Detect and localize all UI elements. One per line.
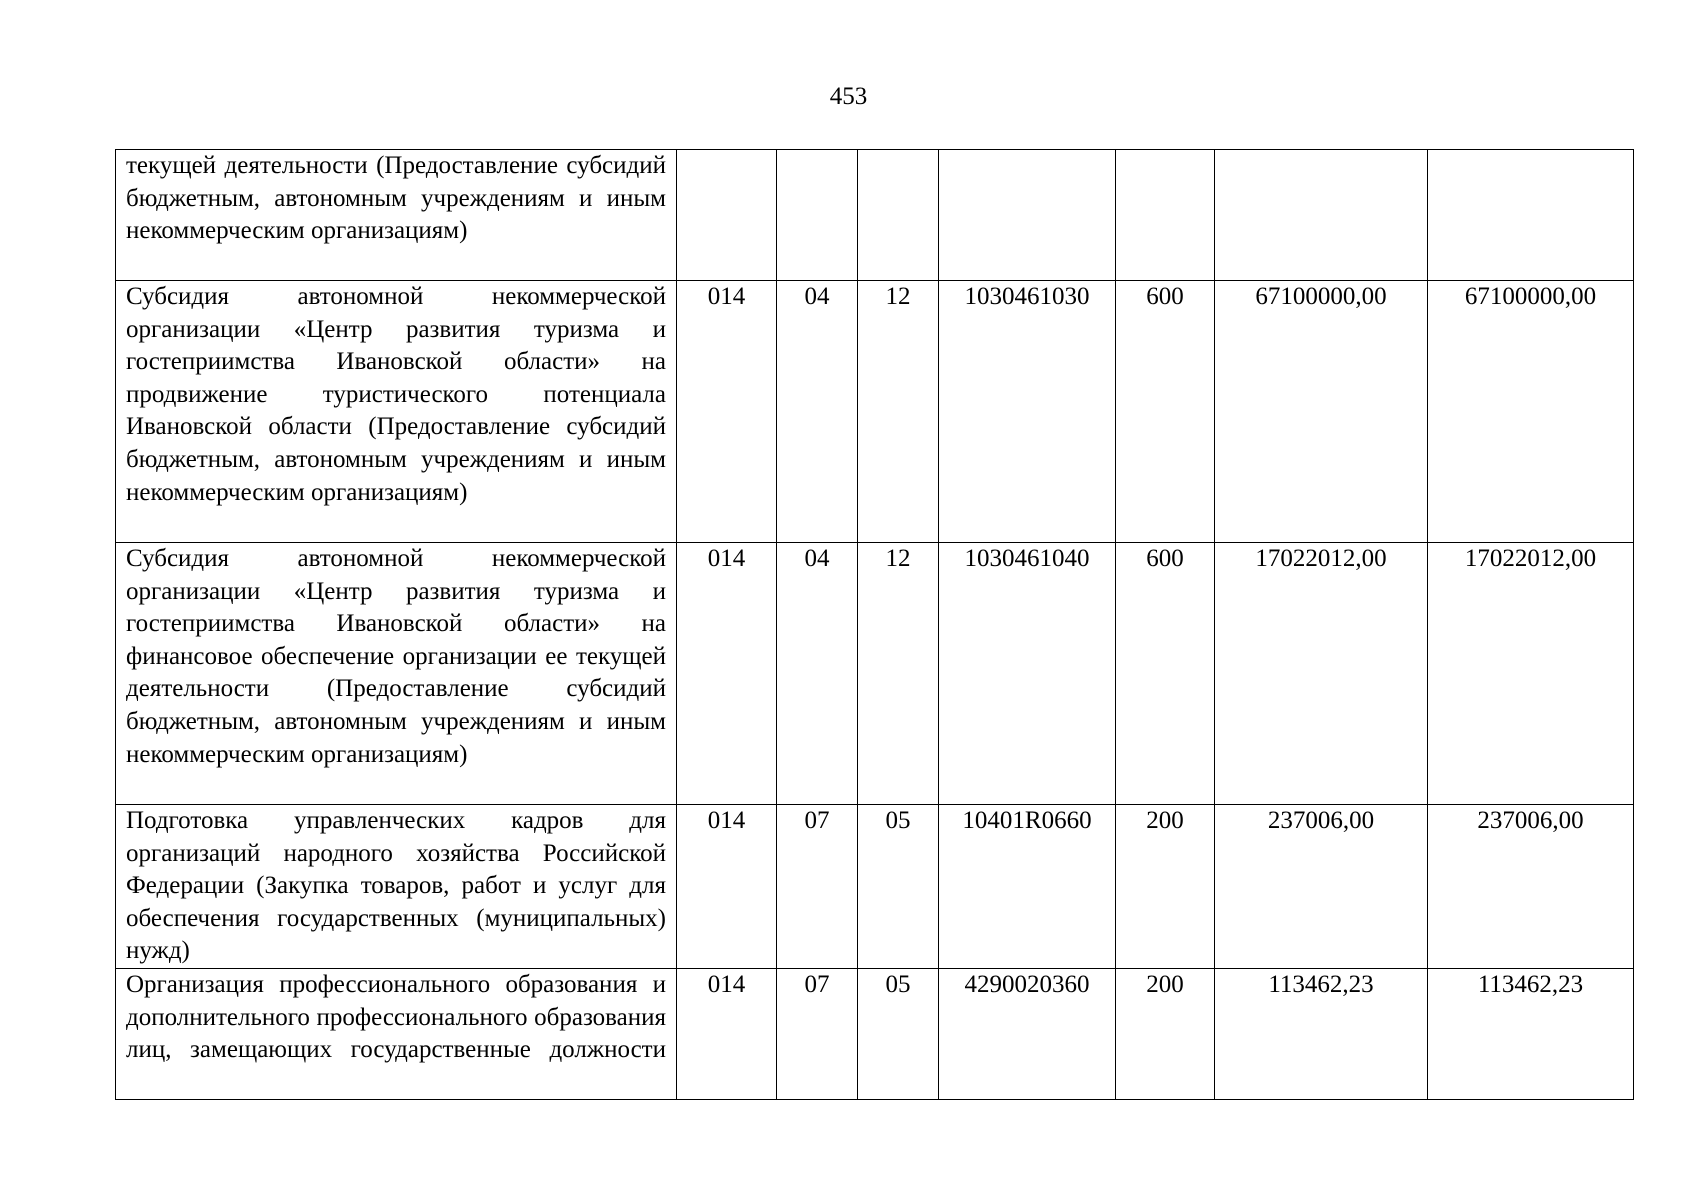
ministry-code-cell: 014 [677, 969, 777, 1100]
amount-year1-cell: 113462,23 [1215, 969, 1428, 1100]
subsection-code-cell: 05 [858, 805, 939, 969]
expense-type-cell: 600 [1116, 281, 1215, 543]
section-code-cell: 07 [777, 969, 858, 1100]
target-article-cell: 1030461040 [939, 543, 1116, 805]
ministry-code-cell: 014 [677, 805, 777, 969]
table-row [116, 969, 1634, 1100]
table-row [116, 543, 1634, 805]
table-row [116, 150, 1634, 281]
ministry-code-cell: 014 [677, 281, 777, 543]
expense-type-cell [1116, 150, 1215, 281]
row-description: Подготовка управленческих кадров для организаций народного хозяйства Российской Федерации (Закупка товаров, работ и услуг для обеспечения государственных (муниципальных) нужд) [116, 805, 677, 969]
amount-year1-cell: 67100000,00 [1215, 281, 1428, 543]
expense-type-cell: 200 [1116, 805, 1215, 969]
target-article-cell: 4290020360 [939, 969, 1116, 1100]
section-code-cell: 04 [777, 281, 858, 543]
target-article-cell [939, 150, 1116, 281]
amount-year2-cell [1428, 150, 1634, 281]
row-description: Организация профессионального образования и дополнительного профессионального образования лиц, замещающих государственные должности [116, 969, 677, 1100]
ministry-code-cell: 014 [677, 543, 777, 805]
table-row [116, 805, 1634, 969]
table-row [116, 281, 1634, 543]
target-article-cell: 1030461030 [939, 281, 1116, 543]
subsection-code-cell: 12 [858, 543, 939, 805]
subsection-code-cell: 12 [858, 281, 939, 543]
expense-type-cell: 600 [1116, 543, 1215, 805]
subsection-code-cell: 05 [858, 969, 939, 1100]
row-description: текущей деятельности (Предоставление субсидий бюджетным, автономным учреждениям и иным некоммерческим организациям) [116, 150, 677, 281]
ministry-code-cell [677, 150, 777, 281]
amount-year2-cell: 113462,23 [1428, 969, 1634, 1100]
row-description: Субсидия автономной некоммерческой организации «Центр развития туризма и гостеприимства Ивановской области» на финансовое обеспечение организации ее текущей деятельности (Предоставление субсидий бюджетным, автономным учреждениям и иным некоммерческим организациям) [116, 543, 677, 805]
amount-year2-cell: 237006,00 [1428, 805, 1634, 969]
section-code-cell: 07 [777, 805, 858, 969]
page-number: 453 [829, 83, 868, 110]
amount-year2-cell: 67100000,00 [1428, 281, 1634, 543]
amount-year1-cell: 237006,00 [1215, 805, 1428, 969]
amount-year1-cell: 17022012,00 [1215, 543, 1428, 805]
budget-table [115, 149, 1634, 1100]
row-description: Субсидия автономной некоммерческой организации «Центр развития туризма и гостеприимства Ивановской области» на продвижение туристического потенциала Ивановской области (Предоставление субсидий бюджетным, автономным учреждениям и иным некоммерческим организациям) [116, 281, 677, 543]
subsection-code-cell [858, 150, 939, 281]
section-code-cell: 04 [777, 543, 858, 805]
amount-year1-cell [1215, 150, 1428, 281]
amount-year2-cell: 17022012,00 [1428, 543, 1634, 805]
section-code-cell [777, 150, 858, 281]
target-article-cell: 10401R0660 [939, 805, 1116, 969]
expense-type-cell: 200 [1116, 969, 1215, 1100]
